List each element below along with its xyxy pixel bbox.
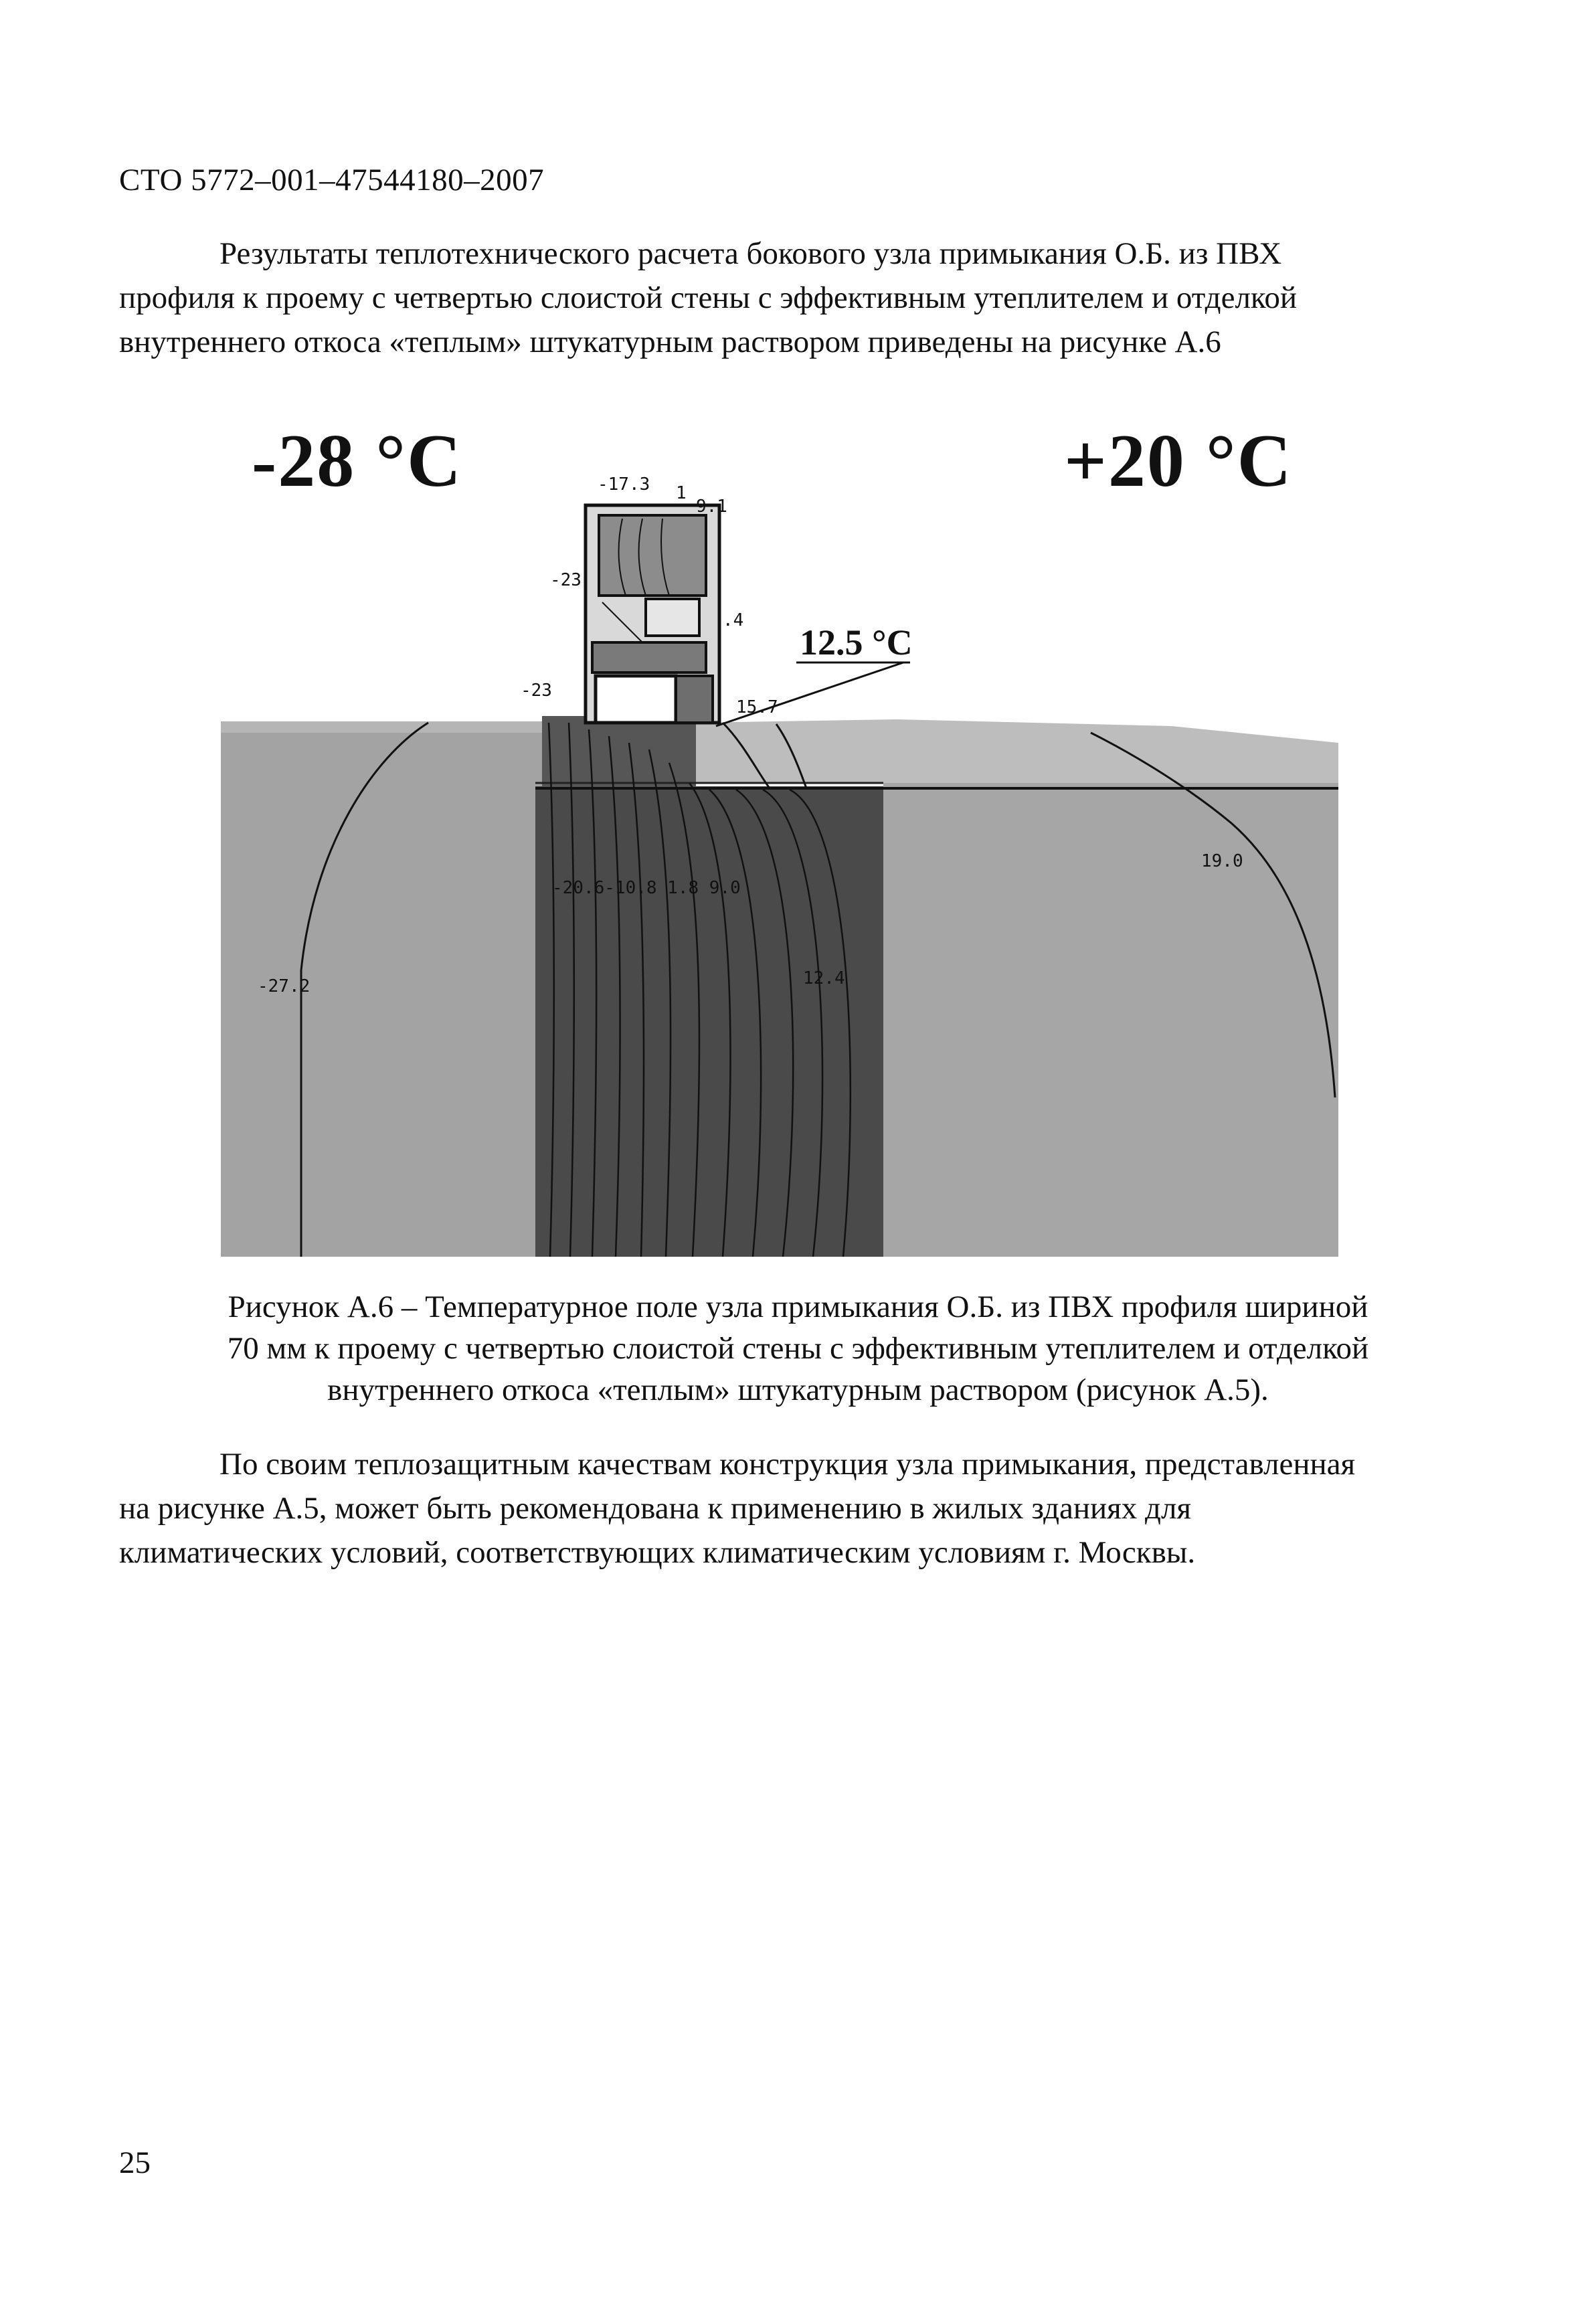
contour-label: 19.0 [1201,851,1243,871]
conclusion-line-2: на рисунке А.5, может быть рекомендована к применению в жилых зданиях для [119,1491,1192,1526]
contour-label: -17.3 [598,474,650,495]
insulation-block [535,786,883,1257]
document-code: СТО 5772–001–47544180–2007 [119,163,545,197]
intro-line-3: внутреннего откоса «теплым» штукатурным раствором приведены на рисунке А.6 [119,325,1221,359]
caption-line-2: 70 мм к проему с четвертью слоистой стены с эффективным утеплителем и отделкой [227,1331,1369,1366]
intro-line-1: Результаты теплотехнического расчета бокового узла примыкания О.Б. из ПВХ [219,236,1282,271]
insulation-quarter [542,716,696,788]
contour-label: 9.1 [696,497,727,517]
inside-temperature: +20 °C [1064,420,1293,503]
conclusion-paragraph [119,1442,1431,1575]
conclusion-line-1: По своим теплозащитным качествам конструкция узла примыкания, представленная [219,1447,1356,1482]
wall-top-strip [221,721,542,733]
interior-wall-right [883,783,1338,1257]
intro-line-2: профиля к проему с четвертью слоистой стены с эффективным утеплителем и отделкой [119,280,1297,315]
contour-label: -20.6-10.8 1.8 9.0 [552,878,741,898]
sash-top [599,515,706,596]
contour-label: -27.2 [258,976,311,996]
frame-side [676,676,713,723]
page-number: 25 [119,2145,151,2180]
contour-label: 15.7 [736,697,778,717]
outside-temperature: -28 °C [252,420,462,503]
window-profile [586,505,719,723]
conclusion-line-3: климатических условий, соответствующих климатическим условиям г. Москвы. [119,1535,1196,1570]
caption-line-3: внутреннего откоса «теплым» штукатурным раствором (рисунок А.5). [327,1372,1269,1407]
frame-middle [592,642,706,673]
contour-label: -23 [550,570,582,590]
contour-label: 12.4 [803,968,845,988]
frame-chamber [596,676,676,723]
gasket-chamber [646,599,699,636]
callout-temperature: 12.5 °C [800,622,913,662]
contour-label: .4 [723,610,744,630]
caption-line-1: Рисунок А.6 – Температурное поле узла примыкания О.Б. из ПВХ профиля шириной [228,1290,1368,1324]
contour-label: 1 [676,483,687,503]
contour-label: -23 [521,681,552,701]
figure-caption [134,1286,1462,1411]
